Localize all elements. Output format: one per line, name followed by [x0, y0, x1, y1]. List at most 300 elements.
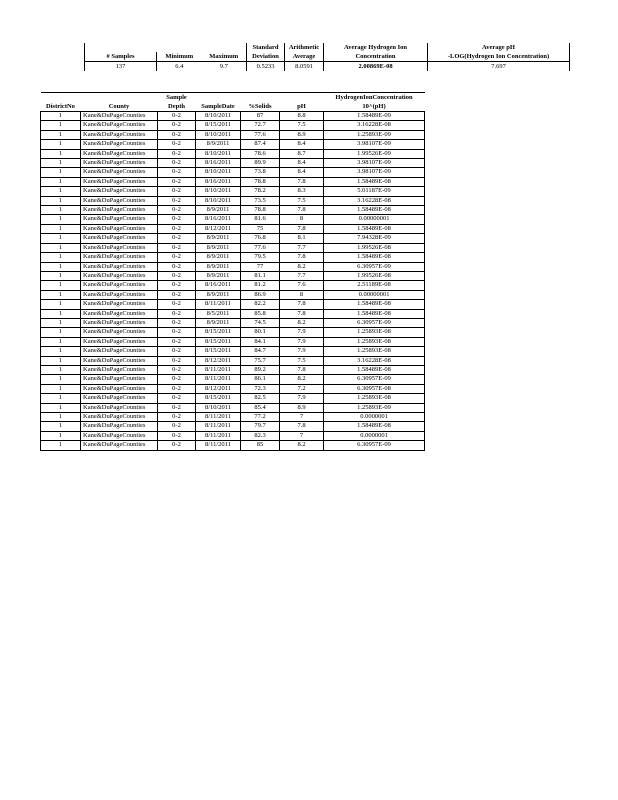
conc-cell: 1.58489E-08 — [324, 365, 425, 374]
depth-cell: 0-2 — [158, 290, 196, 299]
depth-cell: 0-2 — [158, 441, 196, 450]
depth-header-line2: Depth — [168, 103, 185, 110]
depth-cell: 0-2 — [158, 121, 196, 130]
county-cell: Kane&DuPageCounties — [81, 234, 158, 243]
depth-cell: 0-2 — [158, 281, 196, 290]
table-row — [41, 234, 425, 243]
county-cell: Kane&DuPageCounties — [81, 130, 158, 139]
ph-cell: 8.7 — [280, 149, 324, 158]
ph-cell: 7.8 — [280, 300, 324, 309]
solids-cell: 81.6 — [241, 215, 280, 224]
conc-cell: 6.30957E-09 — [324, 262, 425, 271]
solids-cell: 72.3 — [241, 384, 280, 393]
ph-cell: 8.4 — [280, 168, 324, 177]
ph-cell: 8.3 — [280, 187, 324, 196]
depth-cell: 0-2 — [158, 337, 196, 346]
date-header: SampleDate — [201, 103, 235, 110]
maximum-value: 9.7 — [219, 63, 228, 70]
conc-cell: 3.16228E-08 — [324, 121, 425, 130]
conc-cell: 1.25893E-08 — [324, 337, 425, 346]
conc-cell: 6.30957E-09 — [324, 318, 425, 327]
date-cell: 8/15/2011 — [196, 347, 241, 356]
depth-cell: 0-2 — [158, 375, 196, 384]
date-cell: 8/10/2011 — [196, 130, 241, 139]
solids-cell: 75 — [241, 224, 280, 233]
county-cell: Kane&DuPageCounties — [81, 309, 158, 318]
district-cell: 1 — [41, 140, 81, 149]
conc-cell: 3.16228E-08 — [324, 356, 425, 365]
depth-cell: 0-2 — [158, 224, 196, 233]
depth-cell: 0-2 — [158, 187, 196, 196]
ph-cell: 8.8 — [280, 112, 324, 121]
county-cell: Kane&DuPageCounties — [81, 253, 158, 262]
county-cell: Kane&DuPageCounties — [81, 281, 158, 290]
conc-cell: 3.16228E-08 — [324, 196, 425, 205]
county-cell: Kane&DuPageCounties — [81, 441, 158, 450]
district-cell: 1 — [41, 281, 81, 290]
ph-cell: 7.8 — [280, 253, 324, 262]
district-cell: 1 — [41, 271, 81, 280]
solids-cell: 87 — [241, 112, 280, 121]
date-cell: 8/9/2011 — [196, 253, 241, 262]
ph-cell: 7.5 — [280, 196, 324, 205]
table-row — [41, 168, 425, 177]
table-row — [41, 149, 425, 158]
date-cell: 8/10/2011 — [196, 168, 241, 177]
date-cell: 8/11/2011 — [196, 431, 241, 440]
solids-cell: 85.8 — [241, 309, 280, 318]
table-row — [41, 281, 425, 290]
table-row — [41, 253, 425, 262]
ph-cell: 8.4 — [280, 140, 324, 149]
table-row — [41, 431, 425, 440]
district-cell: 1 — [41, 196, 81, 205]
solids-cell: 78.6 — [241, 149, 280, 158]
solids-cell: 75.7 — [241, 356, 280, 365]
arith-value: 8.0591 — [285, 62, 324, 72]
solids-cell: 76.8 — [241, 234, 280, 243]
depth-cell: 0-2 — [158, 431, 196, 440]
depth-cell: 0-2 — [158, 159, 196, 168]
avgph-value: 7.697 — [428, 62, 570, 72]
county-cell: Kane&DuPageCounties — [81, 149, 158, 158]
depth-cell: 0-2 — [158, 300, 196, 309]
solids-cell: 79.7 — [241, 422, 280, 431]
date-cell: 8/11/2011 — [196, 422, 241, 431]
solids-cell: 84.1 — [241, 337, 280, 346]
ph-cell: 8.1 — [280, 234, 324, 243]
county-cell: Kane&DuPageCounties — [81, 224, 158, 233]
table-row — [41, 328, 425, 337]
district-cell: 1 — [41, 375, 81, 384]
date-cell: 8/12/2011 — [196, 384, 241, 393]
table-row — [41, 375, 425, 384]
date-cell: 8/11/2011 — [196, 375, 241, 384]
district-cell: 1 — [41, 177, 81, 186]
conc-cell: 6.30957E-09 — [324, 375, 425, 384]
table-row — [41, 243, 425, 252]
conc-cell: 0.0000001 — [324, 413, 425, 422]
district-cell: 1 — [41, 356, 81, 365]
table-row — [41, 356, 425, 365]
county-cell: Kane&DuPageCounties — [81, 121, 158, 130]
table-row — [41, 309, 425, 318]
county-cell: Kane&DuPageCounties — [81, 413, 158, 422]
ph-cell: 7.2 — [280, 384, 324, 393]
county-cell: Kane&DuPageCounties — [81, 140, 158, 149]
date-cell: 8/10/2011 — [196, 187, 241, 196]
solids-cell: 86.9 — [241, 290, 280, 299]
district-cell: 1 — [41, 422, 81, 431]
depth-cell: 0-2 — [158, 262, 196, 271]
conc-cell: 1.58489E-08 — [324, 253, 425, 262]
conc-cell: 1.25893E-08 — [324, 394, 425, 403]
date-cell: 8/9/2011 — [196, 243, 241, 252]
county-cell: Kane&DuPageCounties — [81, 112, 158, 121]
district-cell: 1 — [41, 112, 81, 121]
table-row — [41, 196, 425, 205]
table-row — [41, 413, 425, 422]
conc-cell: 1.58489E-09 — [324, 112, 425, 121]
conc-cell: 1.58489E-08 — [324, 300, 425, 309]
solids-cell: 78.8 — [241, 206, 280, 215]
conc-cell: 0.00000001 — [324, 290, 425, 299]
county-cell: Kane&DuPageCounties — [81, 337, 158, 346]
district-cell: 1 — [41, 413, 81, 422]
ph-cell: 7.5 — [280, 121, 324, 130]
county-cell: Kane&DuPageCounties — [81, 177, 158, 186]
county-cell: Kane&DuPageCounties — [81, 300, 158, 309]
solids-cell: 79.5 — [241, 253, 280, 262]
ph-cell: 8 — [280, 215, 324, 224]
county-cell: Kane&DuPageCounties — [81, 356, 158, 365]
table-row — [41, 422, 425, 431]
depth-cell: 0-2 — [158, 234, 196, 243]
avgph-header-line1: Average pH — [428, 43, 570, 52]
solids-cell: 82.2 — [241, 300, 280, 309]
samples-value: 137 — [85, 62, 157, 72]
county-cell: Kane&DuPageCounties — [81, 206, 158, 215]
table-row — [41, 318, 425, 327]
date-cell: 8/9/2011 — [196, 271, 241, 280]
solids-cell: 87.4 — [241, 140, 280, 149]
solids-cell: 85 — [241, 441, 280, 450]
ph-cell: 7.8 — [280, 422, 324, 431]
depth-cell: 0-2 — [158, 243, 196, 252]
table-row — [41, 140, 425, 149]
depth-cell: 0-2 — [158, 422, 196, 431]
county-cell: Kane&DuPageCounties — [81, 215, 158, 224]
county-cell: Kane&DuPageCounties — [81, 375, 158, 384]
ph-cell: 7.8 — [280, 224, 324, 233]
depth-cell: 0-2 — [158, 112, 196, 121]
depth-cell: 0-2 — [158, 384, 196, 393]
date-cell: 8/11/2011 — [196, 413, 241, 422]
table-row — [41, 300, 425, 309]
ph-cell: 7.8 — [280, 309, 324, 318]
conc-cell: 3.98107E-09 — [324, 168, 425, 177]
solids-cell: 77.2 — [241, 413, 280, 422]
ph-cell: 7.7 — [280, 243, 324, 252]
solids-cell: 78.8 — [241, 177, 280, 186]
conc-cell: 1.99526E-08 — [324, 271, 425, 280]
table-row — [41, 347, 425, 356]
date-cell: 8/15/2011 — [196, 394, 241, 403]
solids-cell: 77.6 — [241, 243, 280, 252]
solids-cell: 78.2 — [241, 187, 280, 196]
date-cell: 8/9/2011 — [196, 234, 241, 243]
county-cell: Kane&DuPageCounties — [81, 347, 158, 356]
conc-cell: 0.0000001 — [324, 431, 425, 440]
solids-cell: 81.1 — [241, 271, 280, 280]
solids-cell: 73.8 — [241, 168, 280, 177]
district-cell: 1 — [41, 262, 81, 271]
table-row — [41, 441, 425, 450]
solids-cell: 77.6 — [241, 130, 280, 139]
depth-cell: 0-2 — [158, 253, 196, 262]
county-cell: Kane&DuPageCounties — [81, 290, 158, 299]
county-header: County — [108, 103, 130, 110]
ph-cell: 8.2 — [280, 318, 324, 327]
district-cell: 1 — [41, 394, 81, 403]
depth-cell: 0-2 — [158, 328, 196, 337]
county-cell: Kane&DuPageCounties — [81, 262, 158, 271]
district-cell: 1 — [41, 431, 81, 440]
table-row — [41, 159, 425, 168]
date-cell: 8/11/2011 — [196, 365, 241, 374]
district-cell: 1 — [41, 403, 81, 412]
table-row — [41, 112, 425, 121]
ph-cell: 8.2 — [280, 375, 324, 384]
ph-cell: 7.8 — [280, 177, 324, 186]
solids-cell: 82.5 — [241, 394, 280, 403]
solids-cell: 89.2 — [241, 365, 280, 374]
conc-cell: 0.00000001 — [324, 215, 425, 224]
stddev-header-line2: Deviation — [247, 52, 285, 62]
date-cell: 8/10/2011 — [196, 112, 241, 121]
ph-cell: 7.9 — [280, 337, 324, 346]
stddev-value: 0.5233 — [247, 62, 285, 72]
district-cell: 1 — [41, 253, 81, 262]
ph-cell: 8.2 — [280, 262, 324, 271]
table-row — [41, 215, 425, 224]
conc-cell: 1.58489E-08 — [324, 177, 425, 186]
depth-cell: 0-2 — [158, 271, 196, 280]
avgph-header-line2: -LOG(Hydrogen Ion Concentration) — [428, 52, 570, 62]
table-row — [41, 130, 425, 139]
district-cell: 1 — [41, 328, 81, 337]
county-cell: Kane&DuPageCounties — [81, 318, 158, 327]
table-row — [41, 187, 425, 196]
date-cell: 8/12/2011 — [196, 356, 241, 365]
district-cell: 1 — [41, 149, 81, 158]
avghyd-header-line1: Average Hydrogen Ion — [324, 43, 428, 52]
conc-cell: 3.98107E-09 — [324, 140, 425, 149]
district-cell: 1 — [41, 337, 81, 346]
county-cell: Kane&DuPageCounties — [81, 431, 158, 440]
conc-cell: 1.99526E-08 — [324, 243, 425, 252]
district-cell: 1 — [41, 441, 81, 450]
conc-cell: 1.58489E-08 — [324, 422, 425, 431]
county-cell: Kane&DuPageCounties — [81, 384, 158, 393]
depth-cell: 0-2 — [158, 413, 196, 422]
date-cell: 8/15/2011 — [196, 328, 241, 337]
date-cell: 8/11/2011 — [196, 300, 241, 309]
table-row — [41, 337, 425, 346]
samples-detail-table — [40, 92, 425, 451]
depth-cell: 0-2 — [158, 403, 196, 412]
county-cell: Kane&DuPageCounties — [81, 159, 158, 168]
county-cell: Kane&DuPageCounties — [81, 394, 158, 403]
table-row — [41, 271, 425, 280]
date-cell: 8/16/2011 — [196, 215, 241, 224]
depth-cell: 0-2 — [158, 318, 196, 327]
depth-cell: 0-2 — [158, 365, 196, 374]
district-cell: 1 — [41, 347, 81, 356]
date-cell: 8/16/2011 — [196, 177, 241, 186]
solids-cell: 73.5 — [241, 196, 280, 205]
ph-header: pH — [297, 103, 306, 110]
solids-cell: 85.4 — [241, 403, 280, 412]
ph-cell: 7.9 — [280, 394, 324, 403]
table-row — [41, 177, 425, 186]
avghyd-value: 2.00869E-08 — [324, 62, 428, 72]
date-cell: 8/15/2011 — [196, 121, 241, 130]
depth-cell: 0-2 — [158, 177, 196, 186]
solids-cell: 77 — [241, 262, 280, 271]
solids-header: %Solids — [248, 103, 272, 110]
conc-cell: 1.99526E-09 — [324, 149, 425, 158]
table-row — [41, 206, 425, 215]
district-cell: 1 — [41, 234, 81, 243]
county-cell: Kane&DuPageCounties — [81, 328, 158, 337]
solids-cell: 80.1 — [241, 328, 280, 337]
county-cell: Kane&DuPageCounties — [81, 365, 158, 374]
ph-cell: 8 — [280, 290, 324, 299]
county-cell: Kane&DuPageCounties — [81, 196, 158, 205]
solids-cell: 84.7 — [241, 347, 280, 356]
district-cell: 1 — [41, 224, 81, 233]
county-cell: Kane&DuPageCounties — [81, 187, 158, 196]
stddev-header-line1: Standard — [247, 43, 285, 52]
conc-cell: 7.94328E-09 — [324, 234, 425, 243]
date-cell: 8/9/2011 — [196, 206, 241, 215]
ph-cell: 7.8 — [280, 206, 324, 215]
ph-cell: 8.4 — [280, 159, 324, 168]
minimum-header: Minimum — [157, 52, 202, 62]
depth-cell: 0-2 — [158, 206, 196, 215]
conc-cell: 6.30957E-09 — [324, 441, 425, 450]
ph-cell: 7 — [280, 431, 324, 440]
arith-header-line1: Arithmetic — [285, 43, 324, 52]
depth-cell: 0-2 — [158, 394, 196, 403]
conc-cell: 2.51189E-08 — [324, 281, 425, 290]
ph-cell: 8.9 — [280, 130, 324, 139]
depth-cell: 0-2 — [158, 347, 196, 356]
date-cell: 8/10/2011 — [196, 403, 241, 412]
district-cell: 1 — [41, 309, 81, 318]
district-cell: 1 — [41, 215, 81, 224]
ph-cell: 7.6 — [280, 281, 324, 290]
county-cell: Kane&DuPageCounties — [81, 403, 158, 412]
depth-cell: 0-2 — [158, 309, 196, 318]
depth-cell: 0-2 — [158, 140, 196, 149]
solids-cell: 72.7 — [241, 121, 280, 130]
depth-cell: 0-2 — [158, 130, 196, 139]
district-cell: 1 — [41, 300, 81, 309]
table-row — [41, 403, 425, 412]
arith-header-line2: Average — [285, 52, 324, 62]
solids-cell: 82.3 — [241, 431, 280, 440]
conc-header-line1: HydrogenIonConcentration — [324, 93, 425, 103]
date-cell: 8/9/2011 — [196, 318, 241, 327]
district-cell: 1 — [41, 159, 81, 168]
ph-cell: 8.9 — [280, 403, 324, 412]
date-cell: 8/10/2011 — [196, 196, 241, 205]
conc-cell: 1.25893E-08 — [324, 347, 425, 356]
solids-cell: 74.5 — [241, 318, 280, 327]
conc-cell: 1.58489E-08 — [324, 309, 425, 318]
ph-cell: 7 — [280, 413, 324, 422]
depth-cell: 0-2 — [158, 168, 196, 177]
ph-cell: 7.7 — [280, 271, 324, 280]
date-cell: 8/9/2011 — [196, 140, 241, 149]
depth-cell: 0-2 — [158, 356, 196, 365]
conc-cell: 5.01187E-09 — [324, 187, 425, 196]
ph-cell: 7.5 — [280, 356, 324, 365]
county-cell: Kane&DuPageCounties — [81, 271, 158, 280]
date-cell: 8/11/2011 — [196, 441, 241, 450]
avghyd-header-line2: Concentration — [324, 52, 428, 62]
solids-cell: 81.2 — [241, 281, 280, 290]
table-row — [41, 121, 425, 130]
date-cell: 8/5/2011 — [196, 309, 241, 318]
conc-cell: 6.30957E-08 — [324, 384, 425, 393]
date-cell: 8/16/2011 — [196, 159, 241, 168]
district-cell: 1 — [41, 384, 81, 393]
ph-cell: 7.8 — [280, 365, 324, 374]
county-cell: Kane&DuPageCounties — [81, 243, 158, 252]
maximum-header: Maximum — [202, 52, 247, 62]
solids-cell: 86.1 — [241, 375, 280, 384]
conc-cell: 3.98107E-09 — [324, 159, 425, 168]
ph-cell: 8.2 — [280, 441, 324, 450]
conc-header-line2: 10^(pH) — [362, 103, 386, 110]
samples-header: # Samples — [85, 52, 157, 62]
summary-table — [84, 43, 570, 71]
conc-cell: 1.25893E-08 — [324, 328, 425, 337]
conc-cell: 1.25893E-09 — [324, 403, 425, 412]
district-cell: 1 — [41, 243, 81, 252]
table-row — [41, 365, 425, 374]
conc-cell: 1.58489E-08 — [324, 224, 425, 233]
depth-cell: 0-2 — [158, 196, 196, 205]
solids-cell: 89.9 — [241, 159, 280, 168]
depth-cell: 0-2 — [158, 149, 196, 158]
minimum-value: 6.4 — [157, 62, 202, 72]
table-row — [41, 262, 425, 271]
district-cell: 1 — [41, 168, 81, 177]
district-cell: 1 — [41, 206, 81, 215]
date-cell: 8/9/2011 — [196, 262, 241, 271]
county-cell: Kane&DuPageCounties — [81, 422, 158, 431]
district-cell: 1 — [41, 187, 81, 196]
district-cell: 1 — [41, 121, 81, 130]
district-cell: 1 — [41, 290, 81, 299]
district-cell: 1 — [41, 365, 81, 374]
county-cell: Kane&DuPageCounties — [81, 168, 158, 177]
table-row — [41, 394, 425, 403]
